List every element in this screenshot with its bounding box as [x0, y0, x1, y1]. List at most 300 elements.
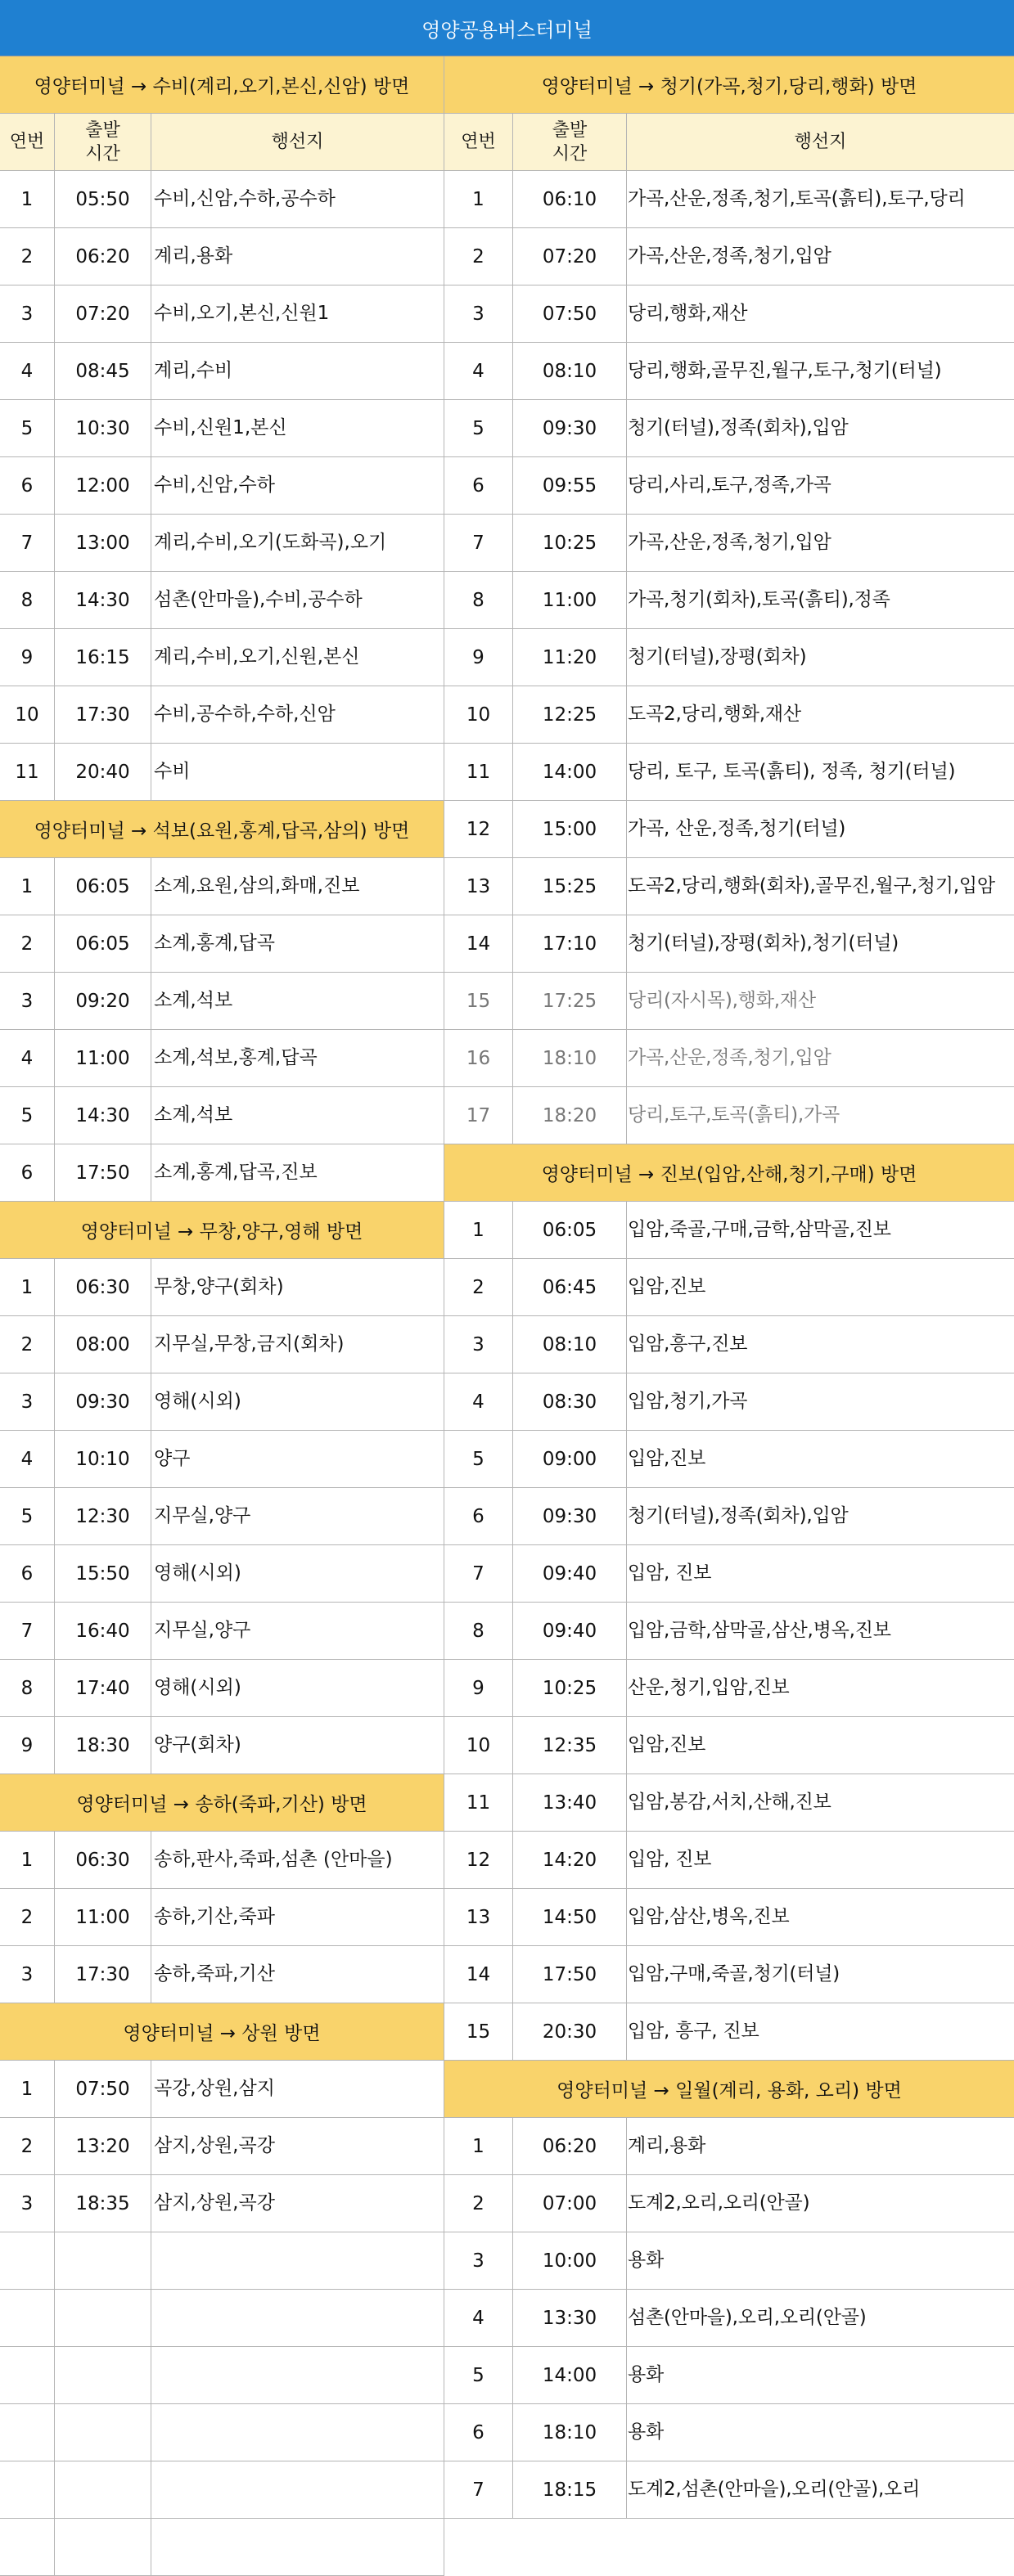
- departure-time: 20:30: [513, 2003, 627, 2060]
- table-row: [0, 515, 444, 572]
- destination: 용화: [628, 2250, 665, 2271]
- row-number: 8: [444, 1603, 513, 1659]
- table-row: [0, 457, 444, 515]
- departure-time: 09:40: [513, 1545, 627, 1602]
- table-row: [0, 285, 444, 343]
- table-row: [0, 1030, 444, 1087]
- destination: 삼지,상원,곡강: [151, 2175, 444, 2232]
- destination: 계리,수비,오기(도화곡),오기: [151, 515, 444, 571]
- destination: 수비,신암,수하: [151, 457, 444, 514]
- destination: 용화: [628, 2421, 665, 2443]
- destination: 영해(시외): [151, 1545, 444, 1602]
- row-number: 7: [444, 2461, 513, 2518]
- row-number: 8: [0, 572, 55, 628]
- row-number: 5: [0, 400, 55, 456]
- table-row: [444, 1545, 1014, 1603]
- row-number: 6: [444, 457, 513, 514]
- table-row: [0, 2519, 444, 2576]
- table-row: [444, 1259, 1014, 1316]
- row-number: 12: [444, 801, 513, 857]
- departure-time: 12:25: [513, 686, 627, 743]
- table-row: [0, 1603, 444, 1660]
- table-row: [444, 2347, 1014, 2404]
- row-number: 5: [0, 1488, 55, 1544]
- section-title: 영양터미널 → 송하(죽파,기산) 방면: [0, 1774, 444, 1831]
- table-row: [0, 2404, 444, 2461]
- table-row: [0, 2061, 444, 2118]
- row-number: 2: [444, 2175, 513, 2232]
- row-number: 4: [0, 1431, 55, 1487]
- row-number: 5: [444, 2347, 513, 2403]
- table-row: [0, 1717, 444, 1774]
- row-number: 3: [444, 2232, 513, 2289]
- table-row: [444, 2290, 1014, 2347]
- row-number: 4: [444, 2290, 513, 2346]
- section-title: 영양터미널 → 진보(입암,산해,청기,구매) 방면: [444, 1144, 1014, 1201]
- row-number: 9: [0, 629, 55, 686]
- departure-time: 14:00: [513, 744, 627, 800]
- departure-time: 09:30: [513, 400, 627, 456]
- departure-time: 10:25: [513, 515, 627, 571]
- row-number: [0, 2232, 55, 2289]
- departure-time: 11:00: [55, 1889, 151, 1945]
- departure-time: 17:30: [55, 1946, 151, 2003]
- departure-time: 18:15: [513, 2461, 627, 2518]
- departure-time: [55, 2461, 151, 2518]
- destination: 당리(자시목),행화,재산: [628, 990, 816, 1011]
- departure-time: 06:45: [513, 1259, 627, 1315]
- row-number: 15: [444, 973, 513, 1029]
- row-number: 2: [0, 1889, 55, 1945]
- destination: 지무실,양구: [151, 1603, 444, 1659]
- row-number: 12: [444, 1832, 513, 1888]
- departure-time: 14:30: [55, 572, 151, 628]
- row-number: 9: [444, 1660, 513, 1716]
- destination: 수비,신원1,본신: [151, 400, 444, 456]
- departure-time: 06:20: [55, 228, 151, 285]
- departure-time: 09:20: [55, 973, 151, 1029]
- departure-time: 18:30: [55, 1717, 151, 1774]
- departure-time: 09:00: [513, 1431, 627, 1487]
- departure-time: 15:25: [513, 858, 627, 915]
- destination: 소계,홍계,답곡: [151, 915, 444, 972]
- departure-time: 17:10: [513, 915, 627, 972]
- row-number: 13: [444, 858, 513, 915]
- destination: 수비,오기,본신,신원1: [151, 285, 444, 342]
- table-row: [444, 744, 1014, 801]
- destination: 청기(터널),장평(회차),청기(터널): [628, 933, 899, 954]
- destination: [151, 2461, 444, 2518]
- row-number: 5: [444, 400, 513, 456]
- table-row: [0, 1832, 444, 1889]
- column-header-row: [0, 114, 444, 171]
- table-row: [444, 1660, 1014, 1717]
- table-row: [0, 1259, 444, 1316]
- right-column: [444, 56, 1014, 2576]
- route-section-header: [0, 2003, 444, 2061]
- row-number: [0, 2404, 55, 2461]
- table-row: [444, 457, 1014, 515]
- departure-time: 08:45: [55, 343, 151, 399]
- departure-time: 08:30: [513, 1373, 627, 1430]
- departure-time: 14:20: [513, 1832, 627, 1888]
- row-number: [0, 2347, 55, 2403]
- row-number: 6: [0, 457, 55, 514]
- route-section-header: [0, 801, 444, 858]
- destination: [151, 2232, 444, 2289]
- table-row: [0, 1488, 444, 1545]
- row-number: [0, 2519, 55, 2575]
- row-number: 2: [0, 2118, 55, 2174]
- section-title: 영양터미널 → 상원 방면: [0, 2003, 444, 2060]
- table-row: [444, 1373, 1014, 1431]
- header-no: 연번: [0, 114, 55, 170]
- destination: 양구(회차): [151, 1717, 444, 1774]
- row-number: 6: [0, 1144, 55, 1201]
- table-row: [0, 915, 444, 973]
- row-number: 8: [0, 1660, 55, 1716]
- table-row: [444, 400, 1014, 457]
- table-row: [444, 1603, 1014, 1660]
- row-number: 5: [0, 1087, 55, 1144]
- destination: 당리,행화,재산: [628, 303, 748, 324]
- destination: 입암,봉감,서치,산해,진보: [628, 1792, 831, 1813]
- header-no: 연번: [444, 114, 513, 170]
- departure-time: 06:30: [55, 1259, 151, 1315]
- destination: 가곡,청기(회차),토곡(흙티),정족: [628, 589, 890, 610]
- table-row: [0, 1946, 444, 2003]
- row-number: 11: [444, 744, 513, 800]
- row-number: 5: [444, 1431, 513, 1487]
- destination: 소계,석보,홍계,답곡: [151, 1030, 444, 1086]
- departure-time: 11:20: [513, 629, 627, 686]
- table-row: [0, 228, 444, 285]
- route-section-header: [0, 56, 444, 114]
- row-number: 14: [444, 1946, 513, 2003]
- section-title: 영양터미널 → 무창,양구,영해 방면: [0, 1202, 444, 1258]
- destination: 당리,행화,골무진,월구,토구,청기(터널): [628, 360, 942, 381]
- row-number: 1: [0, 171, 55, 227]
- table-row: [0, 2461, 444, 2519]
- destination: 청기(터널),장평(회차): [628, 646, 807, 668]
- departure-time: 07:00: [513, 2175, 627, 2232]
- departure-time: 20:40: [55, 744, 151, 800]
- departure-time: 14:50: [513, 1889, 627, 1945]
- destination: 섬촌(안마을),수비,공수하: [151, 572, 444, 628]
- departure-time: 15:00: [513, 801, 627, 857]
- row-number: 3: [444, 285, 513, 342]
- row-number: 1: [444, 2118, 513, 2174]
- route-section-header: [444, 1144, 1014, 1202]
- departure-time: 10:30: [55, 400, 151, 456]
- table-row: [0, 1373, 444, 1431]
- row-number: 1: [0, 2061, 55, 2117]
- destination: 계리,용화: [151, 228, 444, 285]
- table-row: [444, 2232, 1014, 2290]
- departure-time: 17:25: [513, 973, 627, 1029]
- table-row: [444, 1774, 1014, 1832]
- table-row: [0, 1431, 444, 1488]
- destination: 입암,삼산,병옥,진보: [628, 1906, 790, 1927]
- table-row: [0, 1545, 444, 1603]
- departure-time: 17:50: [55, 1144, 151, 1201]
- route-section-header: [444, 56, 1014, 114]
- departure-time: 09:30: [513, 1488, 627, 1544]
- table-row: [444, 1832, 1014, 1889]
- departure-time: 07:50: [513, 285, 627, 342]
- table-row: [444, 2461, 1014, 2519]
- row-number: 2: [0, 1316, 55, 1373]
- table-row: [0, 686, 444, 744]
- departure-time: 13:30: [513, 2290, 627, 2346]
- destination: 송하,죽파,기산: [151, 1946, 444, 2003]
- departure-time: 06:05: [513, 1202, 627, 1258]
- destination: 양구: [151, 1431, 444, 1487]
- destination: [151, 2519, 444, 2575]
- departure-time: 07:20: [55, 285, 151, 342]
- table-row: [0, 400, 444, 457]
- departure-time: 09:40: [513, 1603, 627, 1659]
- timetable-grid: [0, 56, 1014, 2576]
- row-number: 7: [0, 515, 55, 571]
- table-row: [444, 515, 1014, 572]
- table-row: [0, 171, 444, 228]
- departure-time: 12:35: [513, 1717, 627, 1774]
- table-row: [444, 801, 1014, 858]
- header-time: 출발 시간: [513, 114, 627, 170]
- departure-time: 13:00: [55, 515, 151, 571]
- table-row: [444, 686, 1014, 744]
- table-row: [444, 629, 1014, 686]
- table-row: [444, 1202, 1014, 1259]
- destination: 수비: [151, 744, 444, 800]
- table-row: [0, 1316, 444, 1373]
- row-number: 3: [0, 285, 55, 342]
- table-row: [444, 343, 1014, 400]
- destination: 도계2,오리,오리(안골): [628, 2192, 810, 2214]
- row-number: 15: [444, 2003, 513, 2060]
- header-dest: 행선지: [151, 114, 444, 170]
- row-number: 3: [444, 1316, 513, 1373]
- destination: 입암,청기,가곡: [628, 1391, 748, 1412]
- departure-time: 14:00: [513, 2347, 627, 2403]
- header-dest: 행선지: [627, 114, 1014, 170]
- destination: 당리,사리,토구,정족,가곡: [628, 474, 831, 496]
- table-row: [444, 228, 1014, 285]
- route-section-header: [0, 1202, 444, 1259]
- destination: 삼지,상원,곡강: [151, 2118, 444, 2174]
- destination: 무창,양구(회차): [151, 1259, 444, 1315]
- page-title: 영양공용버스터미널: [0, 0, 1014, 56]
- row-number: 2: [0, 915, 55, 972]
- row-number: 6: [0, 1545, 55, 1602]
- destination: 수비,공수하,수하,신암: [151, 686, 444, 743]
- table-row: [0, 572, 444, 629]
- departure-time: 11:00: [513, 572, 627, 628]
- table-row: [444, 1946, 1014, 2003]
- departure-time: [55, 2347, 151, 2403]
- row-number: 11: [444, 1774, 513, 1831]
- destination: 소계,요원,삼의,화매,진보: [151, 858, 444, 915]
- table-row: [444, 285, 1014, 343]
- table-row: [444, 915, 1014, 973]
- row-number: 10: [444, 686, 513, 743]
- destination: 송하,판사,죽파,섬촌 (안마을): [151, 1832, 444, 1888]
- departure-time: 09:30: [55, 1373, 151, 1430]
- destination: 입암, 진보: [628, 1849, 712, 1870]
- departure-time: 14:30: [55, 1087, 151, 1144]
- left-column: [0, 56, 444, 2576]
- table-row: [0, 1889, 444, 1946]
- row-number: 16: [444, 1030, 513, 1086]
- row-number: 8: [444, 572, 513, 628]
- destination: [151, 2404, 444, 2461]
- section-title: 영양터미널 → 수비(계리,오기,본신,신암) 방면: [0, 56, 444, 113]
- row-number: 7: [0, 1603, 55, 1659]
- row-number: 3: [0, 973, 55, 1029]
- table-row: [0, 629, 444, 686]
- destination: [151, 2290, 444, 2346]
- route-section-header: [0, 1774, 444, 1832]
- table-row: [444, 1431, 1014, 1488]
- departure-time: 08:00: [55, 1316, 151, 1373]
- departure-time: 06:10: [513, 171, 627, 227]
- departure-time: [55, 2232, 151, 2289]
- departure-time: 18:20: [513, 1087, 627, 1144]
- table-row: [0, 2290, 444, 2347]
- row-number: 3: [0, 2175, 55, 2232]
- route-section-header: [444, 2061, 1014, 2118]
- table-row: [0, 858, 444, 915]
- destination: 당리,토구,토곡(흙티),가곡: [628, 1104, 840, 1126]
- departure-time: 17:50: [513, 1946, 627, 2003]
- row-number: 1: [0, 1832, 55, 1888]
- header-time: 출발 시간: [55, 114, 151, 170]
- departure-time: 10:00: [513, 2232, 627, 2289]
- row-number: 10: [444, 1717, 513, 1774]
- departure-time: [55, 2290, 151, 2346]
- destination: 가곡,산운,정족,청기,토곡(흙티),토구,당리: [628, 188, 966, 209]
- destination: 가곡,산운,정족,청기,입암: [628, 1047, 831, 1068]
- destination: 소계,석보: [151, 1087, 444, 1144]
- departure-time: 11:00: [55, 1030, 151, 1086]
- destination: 입암,죽골,구매,금학,삼막골,진보: [628, 1219, 891, 1240]
- departure-time: 10:10: [55, 1431, 151, 1487]
- destination: 입암,진보: [628, 1448, 706, 1469]
- row-number: 4: [444, 343, 513, 399]
- row-number: 11: [0, 744, 55, 800]
- table-row: [0, 1144, 444, 1202]
- row-number: 1: [444, 171, 513, 227]
- departure-time: 07:50: [55, 2061, 151, 2117]
- table-row: [444, 1087, 1014, 1144]
- section-title: 영양터미널 → 청기(가곡,청기,당리,행화) 방면: [444, 56, 1014, 113]
- table-row: [0, 2118, 444, 2175]
- destination: 도곡2,당리,행화(회차),골무진,월구,청기,입암: [628, 875, 995, 897]
- departure-time: 16:15: [55, 629, 151, 686]
- departure-time: 06:05: [55, 858, 151, 915]
- row-number: 17: [444, 1087, 513, 1144]
- column-header-row: [444, 114, 1014, 171]
- row-number: [0, 2461, 55, 2518]
- destination: 산운,청기,입암,진보: [628, 1677, 790, 1698]
- departure-time: 18:35: [55, 2175, 151, 2232]
- departure-time: 13:20: [55, 2118, 151, 2174]
- row-number: 2: [444, 228, 513, 285]
- row-number: 2: [0, 228, 55, 285]
- section-title: 영양터미널 → 석보(요원,홍계,답곡,삼의) 방면: [0, 801, 444, 857]
- departure-time: 08:10: [513, 1316, 627, 1373]
- destination: 지무실,양구: [151, 1488, 444, 1544]
- table-row: [444, 858, 1014, 915]
- departure-time: 18:10: [513, 1030, 627, 1086]
- destination: 계리,수비,오기,신원,본신: [151, 629, 444, 686]
- row-number: [0, 2290, 55, 2346]
- departure-time: 06:30: [55, 1832, 151, 1888]
- departure-time: 05:50: [55, 171, 151, 227]
- row-number: 2: [444, 1259, 513, 1315]
- destination: 영해(시외): [151, 1373, 444, 1430]
- departure-time: 06:05: [55, 915, 151, 972]
- departure-time: 17:40: [55, 1660, 151, 1716]
- destination: 용화: [628, 2364, 665, 2385]
- table-row: [444, 2404, 1014, 2461]
- destination: 청기(터널),정족(회차),입암: [628, 417, 849, 438]
- table-row: [0, 1660, 444, 1717]
- table-row: [0, 2347, 444, 2404]
- table-row: [444, 1889, 1014, 1946]
- destination: 송하,기산,죽파: [151, 1889, 444, 1945]
- table-row: [444, 973, 1014, 1030]
- row-number: 10: [0, 686, 55, 743]
- departure-time: [55, 2519, 151, 2575]
- departure-time: 09:55: [513, 457, 627, 514]
- row-number: 9: [444, 629, 513, 686]
- departure-time: 12:30: [55, 1488, 151, 1544]
- table-row: [444, 1316, 1014, 1373]
- row-number: 4: [0, 343, 55, 399]
- destination: 입암,구매,죽골,청기(터널): [628, 1963, 840, 1985]
- departure-time: 17:30: [55, 686, 151, 743]
- row-number: 7: [444, 515, 513, 571]
- row-number: 1: [0, 858, 55, 915]
- destination: 섬촌(안마을),오리,오리(안골): [628, 2307, 867, 2328]
- departure-time: 13:40: [513, 1774, 627, 1831]
- destination: 당리, 토구, 토곡(흙티), 정족, 청기(터널): [628, 761, 956, 782]
- table-row: [444, 572, 1014, 629]
- row-number: 4: [0, 1030, 55, 1086]
- table-row: [444, 2118, 1014, 2175]
- departure-time: 15:50: [55, 1545, 151, 1602]
- row-number: 3: [0, 1946, 55, 2003]
- table-row: [0, 973, 444, 1030]
- row-number: 4: [444, 1373, 513, 1430]
- table-row: [0, 744, 444, 801]
- destination: 입암,진보: [628, 1734, 706, 1756]
- departure-time: 18:10: [513, 2404, 627, 2461]
- row-number: 1: [0, 1259, 55, 1315]
- destination: 청기(터널),정족(회차),입암: [628, 1505, 849, 1526]
- departure-time: [55, 2404, 151, 2461]
- destination: 가곡,산운,정족,청기,입암: [628, 532, 831, 553]
- row-number: 9: [0, 1717, 55, 1774]
- destination: 입암,흥구,진보: [628, 1333, 748, 1355]
- destination: 소계,홍계,답곡,진보: [151, 1144, 444, 1201]
- row-number: 7: [444, 1545, 513, 1602]
- table-row: [0, 343, 444, 400]
- destination: 수비,신암,수하,공수하: [151, 171, 444, 227]
- destination: 도계2,섬촌(안마을),오리(안골),오리: [628, 2479, 921, 2500]
